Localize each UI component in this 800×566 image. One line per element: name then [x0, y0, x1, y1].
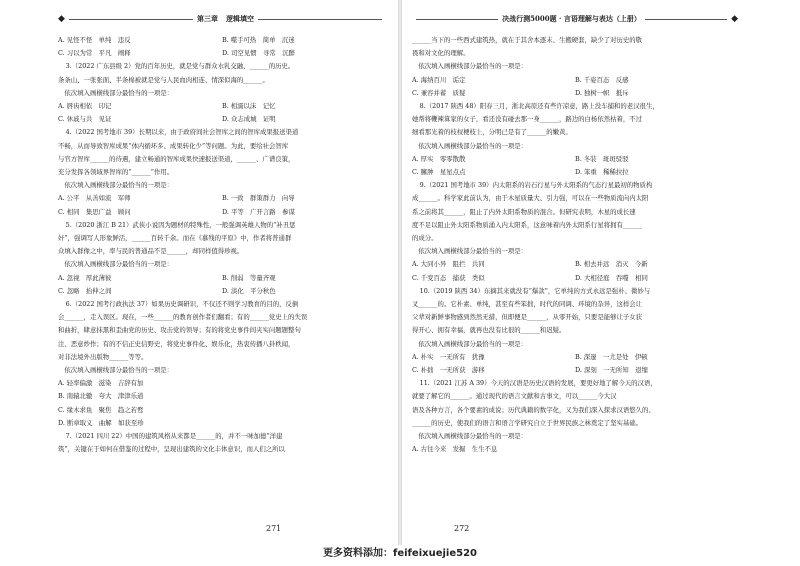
option-text: B. 一致 群策群力 向导: [222, 194, 295, 203]
right-page-header: [412, 12, 738, 26]
option-text: A. 大同小异 阻拦 共同: [412, 260, 485, 269]
answer-options: [412, 258, 738, 271]
option-text: C. 相同 集思广益 顾问: [58, 207, 131, 216]
text-line: 依次填入画横线部分最恰当的一项是：: [58, 181, 174, 190]
option-text: A. 海纳百川 诟定: [412, 75, 466, 84]
text-line: 对非法境外出版物______等等。: [58, 352, 148, 361]
diamond-icon: ◆: [731, 14, 738, 24]
option-text: B. 相濡以沫 记忆: [222, 102, 276, 111]
text-line: 依次填入画横线部分最恰当的一项是：: [58, 88, 174, 97]
question-stem: 7.（2021 四川 22）中国的建筑风格从来都是______的，并不一味加德“洋建: [65, 432, 283, 441]
text-line: 依次填入画横线部分最恰当的一项是：: [412, 339, 528, 348]
text-line: 度不足以阻止外太阳系物质涌入内太阳系，这意味着内外太阳系行星将拥有______: [412, 220, 643, 229]
text-line: 众填入群像之中，率与民的普通品不是______，却同样值得珍视。: [58, 247, 244, 256]
option-text: D. 司空见惯 寻常 沉醉: [222, 49, 295, 58]
answer-options: [412, 351, 738, 364]
text-line: 她帮将鞭辣算家的女子，看还没有碰去那一身______，路边的白杨依然枯着，不过: [412, 115, 643, 124]
option-text: B. 相去并远 消灭 今新: [575, 260, 648, 269]
answer-options: [58, 113, 386, 126]
option-text: B. 深邃 一尤是处 伊顿: [575, 352, 648, 361]
answer-options: [412, 272, 738, 285]
text-line: 畏和对文化的理解。: [412, 49, 470, 58]
answer-options: [412, 87, 738, 100]
text-line: 依次填入画横线部分最恰当的一项是：: [412, 247, 528, 256]
option-text: A. 厚实 零零散散: [412, 154, 466, 163]
answer-options: [58, 377, 386, 390]
text-line: 不畅，从而导致智库成果“体内循环多、成果转化少”等问题。为此，要给社会智库: [58, 141, 289, 150]
header-rule: [69, 19, 193, 20]
option-text: D. 深刻 一无所知 退缩: [575, 366, 648, 375]
option-text: A. 朴实 一无所有 犹豫: [412, 352, 485, 361]
answer-options: [412, 153, 738, 166]
text-line: 依次填入画横线部分最恰当的一项是：: [412, 432, 528, 441]
question-stem: 4.（2022 国考地市 39）长期以来，由于政府间社会智库之间的智库成果报送渠道: [65, 128, 299, 137]
question-stem: 3.（2022 广东县级 2）党的百年历史，就是党与群众水乳交融、______的历史。: [65, 62, 295, 71]
text-line: 会______，走入误区。现在，一些______的教育创作者们翻看；有的______党史上的失误: [58, 313, 308, 322]
header-rule: [416, 19, 498, 20]
page-number: 271: [266, 524, 282, 533]
text-line: 注、恶意炒作；有的不信正史信野史，将党史事件化、娱乐化，热衷传播八卦秩闻，: [58, 339, 295, 348]
option-text: A. 见怪不怪 单纯 违反: [58, 36, 131, 44]
text-line: 依次填入画横线部分最恰当的一项是：: [412, 62, 528, 71]
option-text: C. 休戚与共 见证: [58, 115, 112, 124]
option-text: D. 淡化 平分秋色: [222, 286, 276, 295]
answer-options: [58, 192, 386, 205]
answer-options: [58, 34, 386, 47]
text-line: 依次填入画横线部分最恰当的一项是：: [412, 141, 528, 150]
text-line: 得开心、拥有幸福，就再也没有比很的______和迟疑。: [412, 326, 566, 335]
option-text: A. 轻率偏激 滋染 吉辞有加: [58, 379, 144, 388]
option-text: C. 缘木求鱼 聚焦 趋之若鹜: [58, 405, 144, 414]
answer-options: [58, 206, 386, 219]
question-stem: 10.（2019 陕西 34）东摘其来就没有“爆款”，它单纯的方式永远是强朴、微妙与: [419, 286, 651, 295]
option-text: C. 千变百态 捕获 类似: [412, 273, 485, 282]
text-line: 系之前将其______，阻止了内外太阳系物质的混合。但研究表明，木星的成长速: [412, 207, 636, 216]
answer-options: [58, 390, 386, 403]
answer-options: [412, 74, 738, 87]
text-line: 奸”，强调写人形象鲜活，______百转千余。而在《慕残的平原》中，作者将普通群: [58, 234, 292, 243]
option-text: D. 断章取义 曲解 如获至珍: [58, 418, 144, 427]
answer-options: [58, 404, 386, 417]
option-text: D. 平等 广开言路 参谋: [222, 207, 295, 216]
question-stem: 8.（2017 陕西 48）阳春三月，浙北高原还有些许凉意，路上没车捕和的老汉很生，: [419, 102, 659, 111]
text-line: 充分发挥各领域界智库的“______”作用。: [58, 168, 174, 177]
diamond-icon: ◆: [58, 14, 65, 24]
option-text: A. 公平 从善如流 军师: [58, 194, 131, 203]
option-text: D. 众志成城 证明: [222, 115, 276, 124]
answer-options: [58, 47, 386, 60]
right-page-body: [412, 34, 738, 457]
option-text: C. 臃肿 星星点点: [412, 168, 466, 177]
text-line: ______当下的一些西式建筑热，就在于其舍本逐末、生搬硬套，缺少了对历史的敬: [412, 36, 643, 44]
text-line: 成______。科学家此前认为，由于木星质量大、引力强，可以在一些物质流向内太阳: [412, 194, 649, 203]
option-text: A. 忽视 厚此薄彼: [58, 273, 112, 282]
option-text: C. 兼容并蓄 质疑: [412, 88, 466, 97]
option-text: B. 冬装 斑斑驳驳: [575, 154, 629, 163]
answer-options: [412, 364, 738, 377]
question-stem: 11.（2021 江苏 A 39）今天的汉语是历史汉语的发展，要更好地了解今天的汉语，: [419, 379, 657, 388]
text-line: 的成分。: [412, 234, 438, 243]
option-text: D. 独树一帜 抵斥: [575, 88, 629, 97]
answer-options: [412, 443, 738, 456]
page-number: 272: [454, 524, 470, 533]
text-line: 叉______的。它朴素、单纯，甚至有些笨拙，时代的同调、环境的杂异，这样会让: [412, 300, 643, 309]
answer-options: [58, 285, 386, 298]
option-text: B. 南辕北辙 夸大 津津乐道: [58, 392, 144, 401]
series-title: 决战行测5000题 · 言语理解与表达（上册）: [502, 14, 641, 23]
text-line: 依次填入画横线部分最恰当的一项是：: [58, 366, 174, 375]
answer-options: [58, 100, 386, 113]
option-text: C. 忽略 抬伸之间: [58, 286, 112, 295]
answer-options: [58, 272, 386, 285]
text-line: 条条山、一张张面、半条棉被就是党与人民血肉相连、情深似海的______。: [58, 75, 269, 84]
question-stem: 5.（2020 浙江 B 21）武侠小说因为题材的特殊性，一般强调英雄人物的“补丑惩: [65, 220, 296, 229]
text-line: 与官方智库______的待遇，建立畅通的智库成果快速报送渠道，______、广谱良策，: [58, 154, 295, 163]
header-rule: [258, 19, 382, 20]
option-text: A. 唇齿相依 印记: [58, 102, 112, 111]
left-page-body: [58, 34, 386, 457]
text-line: 父辈对新鲜事物感到然然无措，但即便是______，从零开始，只要是能够让子女获: [412, 313, 643, 322]
text-line: 依次填入画横线部分最恰当的一项是：: [58, 260, 174, 269]
right-page: [400, 0, 800, 545]
option-text: B. 噬手可热 简单 沉迷: [222, 36, 295, 44]
option-text: C. 朴拙 一无所获 游移: [412, 366, 485, 375]
option-text: C. 习以为常 平凡 阐释: [58, 49, 131, 58]
text-line: ______的历史，使我们的语言和语言学研究自立于世界民族之林奠定了坚实基础。: [412, 418, 643, 427]
left-page-header: [58, 12, 386, 26]
option-text: D. 大相径庭 吞噬 相同: [575, 273, 648, 282]
question-stem: 9.（2021 国考地市 39）内太阳系的岩石行星与外太阳系的气态行星最初的物质构: [419, 181, 653, 190]
option-text: B. 削弱 等量齐观: [222, 273, 276, 282]
text-line: 就要了解它的______。通过现代的语言文献和古事文，可以______今大汉: [412, 392, 617, 401]
header-rule: [645, 19, 727, 20]
left-page: [0, 0, 400, 545]
answer-options: [58, 417, 386, 430]
chapter-label: 第三章: [196, 14, 218, 23]
answer-options: [412, 166, 738, 179]
text-line: 筑”，关键在于如何在借鉴的过程中，呈现出建筑的文化丰体意识，而人们之所以: [58, 445, 285, 454]
option-text: A. 古往今来 发掘 生生不息: [412, 445, 498, 454]
footer-watermark: 更多资料添加：feifeixuejie520: [323, 548, 477, 559]
question-stem: 6.（2022 国考行政执法 37）如果历史调研识，不仅还不则学习教育的目的，反倒: [65, 300, 299, 309]
topic-label: 逻辑填空: [225, 14, 254, 23]
option-text: B. 千姿百态 反感: [575, 75, 629, 84]
text-line: 细看那光着的枝杈梗枝上，分明已是有了______的嫩黄。: [412, 128, 572, 137]
text-line: 和曲折，肆意抹黑和歪曲党的历史、攻击党的领导；有的将党史事件间夹实问题题整句: [58, 326, 301, 335]
option-text: D. 笨重 稀稀拉拉: [575, 168, 629, 177]
text-line: 语及各种方言，各个要素的成说；历代典籍的数字化，又为我们深入探求汉语悠久的、: [412, 405, 655, 414]
